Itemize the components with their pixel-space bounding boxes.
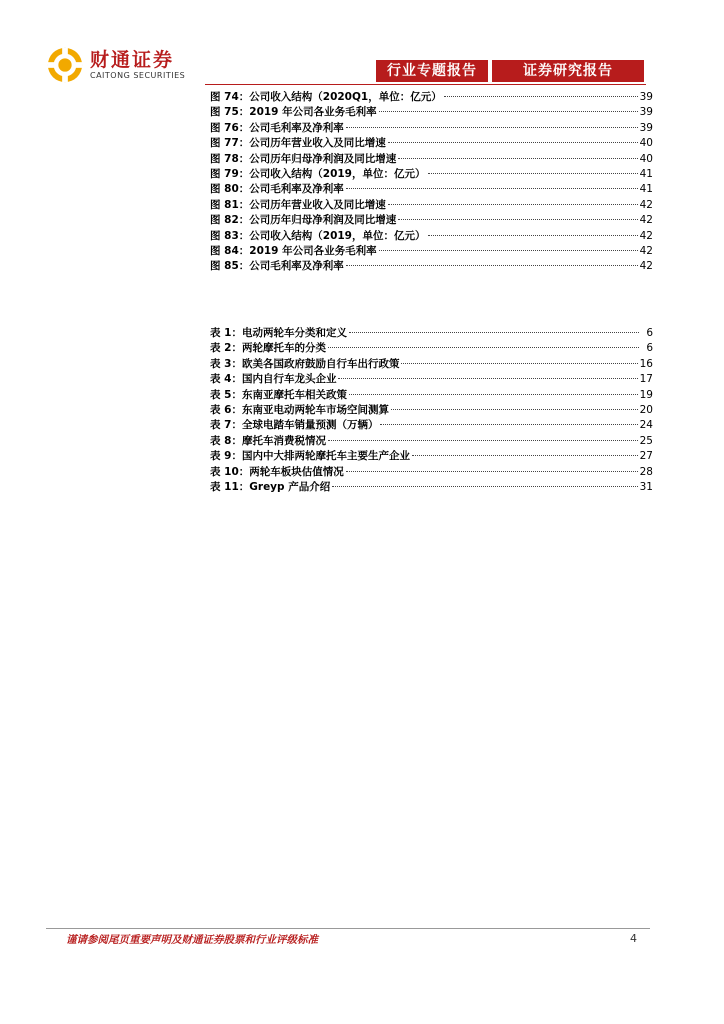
toc-dot-leader [346,127,638,128]
toc-entry-label: 表 5：东南亚摩托车相关政策 [210,388,347,401]
toc-entry-label: 图 84：2019 年公司各业务毛利率 [210,244,377,257]
toc-entry-page: 42 [639,198,653,211]
toc-entry-label: 图 77：公司历年营业收入及同比增速 [210,137,386,150]
toc-dot-leader [412,455,638,456]
toc-entry-page: 25 [639,434,653,447]
toc-entry-page: 6 [646,327,653,339]
toc-entry-page: 42 [639,229,653,242]
toc-dot-leader [428,235,638,236]
toc-entry-page: 39 [639,106,653,119]
toc-entry-page: 31 [639,480,653,493]
toc-entry-page: 19 [639,388,653,401]
toc-entry-label: 表 1：电动两轮车分类和定义 [210,327,347,339]
toc-entry[interactable] [210,259,653,274]
toc-entry-page: 16 [639,357,653,370]
toc-entry-label: 表 7：全球电踏车销量预测（万辆） [210,419,379,432]
toc-entry-label: 表 4：国内自行车龙头企业 [210,373,337,386]
table-toc [210,326,653,495]
report-category-tab: 证券研究报告 [492,60,644,82]
toc-entry-label: 图 79：公司收入结构（2019，单位：亿元） [210,167,426,180]
toc-dot-leader [332,486,637,487]
toc-entry[interactable] [210,341,653,356]
toc-entry-label: 图 83：公司收入结构（2019，单位：亿元） [210,229,426,242]
toc-dot-leader [346,471,638,472]
toc-entry-label: 图 82：公司历年归母净利润及同比增速 [210,214,397,227]
toc-dot-leader [338,378,637,379]
toc-entry-page: 42 [639,214,653,227]
toc-entry[interactable] [210,136,653,151]
figure-toc [210,90,653,275]
toc-entry-page: 40 [639,137,653,150]
toc-entry-page: 39 [639,121,653,134]
toc-dot-leader [328,347,639,348]
toc-dot-leader [349,394,638,395]
toc-entry-page: 28 [639,465,653,478]
toc-entry[interactable] [210,182,653,197]
toc-entry[interactable] [210,449,653,464]
toc-entry-label: 表 6：东南亚电动两轮车市场空间测算 [210,403,389,416]
toc-entry-page: 41 [639,167,653,180]
toc-entry[interactable] [210,152,653,167]
footer-divider [46,928,650,929]
toc-entry-label: 图 74：公司收入结构（2020Q1，单位：亿元） [210,91,442,103]
toc-entry[interactable] [210,167,653,182]
toc-dot-leader [379,111,638,112]
toc-entry[interactable] [210,434,653,449]
toc-entry-label: 表 9：国内中大排两轮摩托车主要生产企业 [210,450,410,463]
toc-entry[interactable] [210,244,653,259]
toc-dot-leader [380,424,637,425]
toc-entry[interactable] [210,105,653,120]
brand-logo [46,46,185,84]
toc-entry-label: 图 78：公司历年归母净利润及同比增速 [210,152,397,165]
toc-entry[interactable] [210,198,653,213]
toc-dot-leader [346,265,638,266]
toc-entry[interactable] [210,388,653,403]
toc-dot-leader [391,409,638,410]
caitong-logo-icon [46,46,84,84]
report-type-tab: 行业专题报告 [376,60,488,82]
toc-entry[interactable] [210,229,653,244]
toc-entry[interactable] [210,326,653,341]
toc-entry-label: 表 10：两轮车板块估值情况 [210,465,344,478]
toc-dot-leader [444,96,638,97]
toc-dot-leader [401,363,637,364]
toc-dot-leader [328,440,638,441]
toc-entry-page: 20 [639,403,653,416]
toc-dot-leader [398,219,637,220]
toc-entry-page: 6 [646,342,653,355]
toc-entry-page: 40 [639,152,653,165]
toc-entry[interactable] [210,372,653,387]
logo-chinese-name: 财通证券 [90,49,175,71]
toc-dot-leader [349,332,639,333]
toc-dot-leader [388,204,638,205]
toc-dot-leader [379,250,638,251]
toc-entry[interactable] [210,213,653,228]
toc-entry-label: 表 2：两轮摩托车的分类 [210,342,326,355]
toc-dot-leader [398,158,637,159]
toc-entry[interactable] [210,418,653,433]
toc-dot-leader [346,188,638,189]
toc-entry[interactable] [210,90,653,105]
toc-entry-label: 表 3：欧美各国政府鼓励自行车出行政策 [210,357,400,370]
toc-entry-label: 表 11：Greyp 产品介绍 [210,480,331,493]
toc-entry-label: 图 85：公司毛利率及净利率 [210,260,344,273]
toc-dot-leader [388,142,638,143]
toc-entry-label: 图 80：公司毛利率及净利率 [210,183,344,196]
toc-entry-label: 图 75：2019 年公司各业务毛利率 [210,106,377,119]
toc-entry-page: 42 [639,244,653,257]
toc-entry-label: 表 8：摩托车消费税情况 [210,434,326,447]
toc-entry[interactable] [210,465,653,480]
disclaimer-note: 谨请参阅尾页重要声明及财通证券股票和行业评级标准 [66,934,318,946]
toc-entry[interactable] [210,480,653,495]
toc-entry[interactable] [210,403,653,418]
toc-entry-page: 17 [639,373,653,386]
logo-english-name: CAITONG SECURITIES [90,71,186,80]
toc-entry-page: 27 [639,450,653,463]
header-divider [205,84,646,85]
page-number: 4 [630,932,637,945]
toc-entry-label: 图 81：公司历年营业收入及同比增速 [210,198,386,211]
toc-entry-page: 42 [639,260,653,273]
toc-entry-page: 41 [639,183,653,196]
toc-entry[interactable] [210,357,653,372]
toc-entry-page: 24 [639,419,653,432]
toc-entry-page: 39 [639,91,653,103]
toc-entry-label: 图 76：公司毛利率及净利率 [210,121,344,134]
toc-dot-leader [428,173,638,174]
toc-entry[interactable] [210,121,653,136]
